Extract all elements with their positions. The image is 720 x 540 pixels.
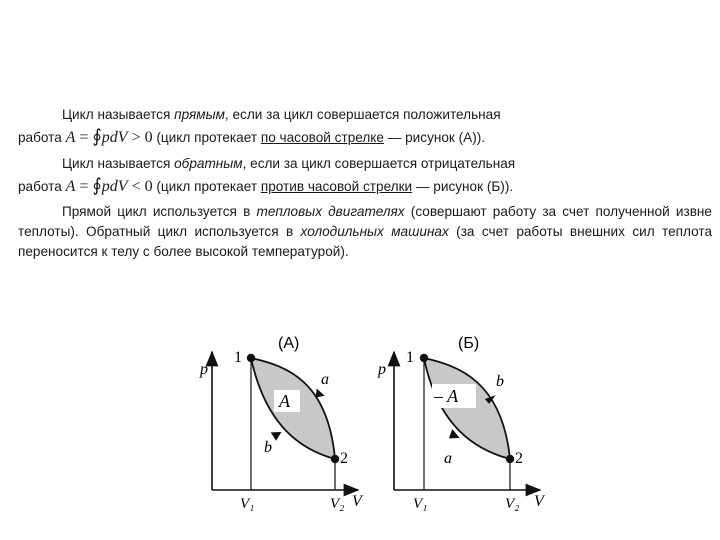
diagram-a	[190, 332, 370, 512]
upper-curve-label: a	[321, 371, 329, 388]
p-axis-label: p	[378, 361, 386, 378]
term-heat-engines: тепловых двигателях	[256, 204, 405, 219]
title-b: (Б)	[458, 335, 480, 352]
point-2	[506, 455, 514, 463]
point-1	[247, 354, 255, 362]
v-axis-label: V	[534, 493, 544, 510]
area-label: – A	[434, 386, 459, 406]
term-clockwise: по часовой стрелке	[260, 130, 384, 145]
point-1-label: 1	[234, 349, 242, 366]
title-a: (А)	[278, 335, 300, 352]
term-refrigerators: холодильных машинах	[300, 224, 449, 239]
formula-negative-work: A = ∮pdV < 0	[65, 175, 153, 196]
paragraph-reverse-cycle: Цикл называется обратным, если за цикл совершается отрицательная работа A = ∮pdV < 0 (цикл протекает против часовой стрелки — рисунок (Б)).	[18, 156, 516, 196]
v1-label: V₁	[240, 496, 255, 512]
p-axis-label: p	[200, 361, 208, 378]
area-label: A	[279, 391, 290, 411]
lower-curve-label: b	[264, 439, 272, 456]
paragraph-applications: Прямой цикл используется в тепловых двигателях (совершают работу за счет полученной извне теплоты). Обратный цикл используется в холодильных машинах (за счет работы внешних сил теплота переносится к телу с более высокой температурой).	[18, 204, 713, 259]
v-axis-label: V	[352, 493, 362, 510]
point-1-label: 1	[406, 349, 414, 366]
term-counterclockwise: против часовой стрелки	[260, 179, 413, 194]
lower-curve-label: a	[444, 450, 452, 467]
v2-label: V₂	[330, 496, 345, 512]
point-2	[331, 455, 339, 463]
v2-label: V₂	[505, 496, 520, 512]
point-2-label: 2	[515, 450, 523, 467]
term-direct: прямым	[174, 107, 225, 122]
point-2-label: 2	[340, 450, 348, 467]
paragraph-direct-cycle: Цикл называется прямым, если за цикл совершается положительная работа A = ∮pdV > 0 (цикл протекает по часовой стрелке — рисунок (А)).	[18, 107, 501, 147]
point-1	[420, 354, 428, 362]
formula-positive-work: A = ∮pdV > 0	[65, 126, 153, 147]
upper-curve-label: b	[496, 373, 504, 390]
term-reverse: обратным	[174, 156, 243, 171]
v1-label: V₁	[413, 496, 428, 512]
diagram-b	[372, 332, 552, 512]
text-block	[18, 104, 712, 262]
